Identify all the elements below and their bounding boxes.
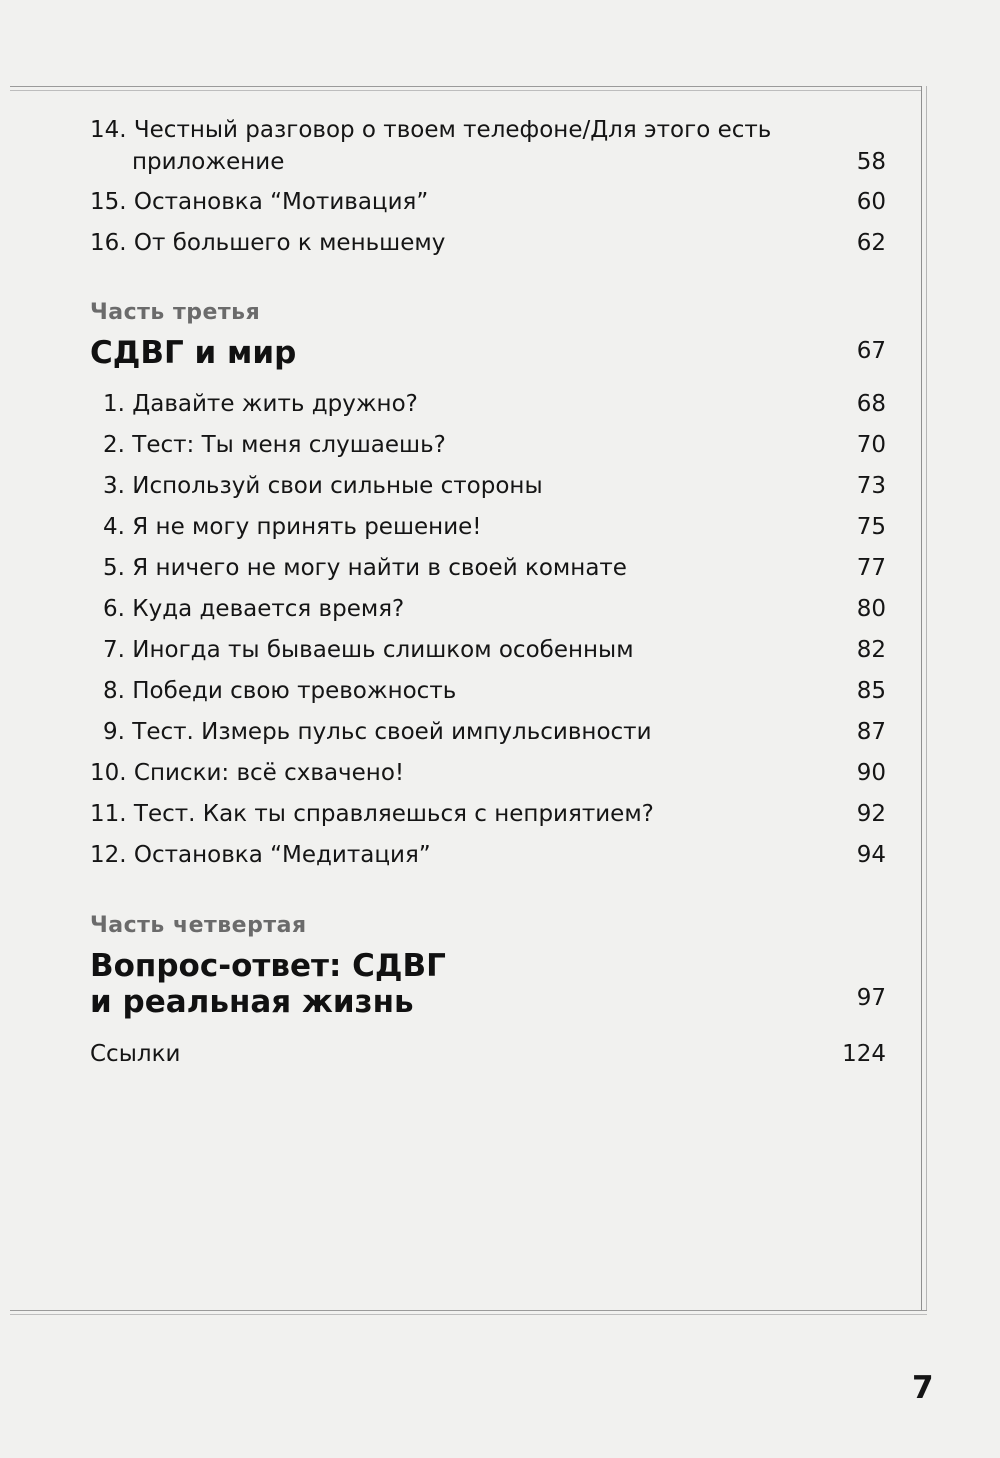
toc-entry[interactable]: [90, 388, 886, 420]
frame-top-line: [10, 86, 922, 87]
toc-entry-links[interactable]: [90, 1038, 886, 1070]
entry-title: Тест. Измерь пульс своей импульсивности: [132, 719, 652, 745]
entry-title: Победи свою тревожность: [132, 678, 457, 704]
toc-entry[interactable]: [90, 470, 886, 502]
entry-title: Куда девается время?: [132, 596, 405, 622]
entry-title: Тест: Ты меня слушаешь?: [132, 432, 446, 458]
entry-number: 15.: [90, 189, 127, 215]
entry-page: 62: [856, 230, 886, 256]
entry-number: 14.: [90, 117, 127, 143]
entry-page: 82: [856, 637, 886, 663]
entry-number: 8.: [103, 678, 125, 704]
links-title: Ссылки: [90, 1041, 181, 1067]
entry-page: 70: [856, 432, 886, 458]
entry-title: Я ничего не могу найти в своей комнате: [132, 555, 627, 581]
toc-entry[interactable]: [90, 839, 886, 871]
toc-entry[interactable]: [90, 716, 886, 748]
entry-page: 60: [856, 189, 886, 215]
entry-page: 87: [856, 719, 886, 745]
toc-entry[interactable]: [90, 798, 886, 830]
page-number: 7: [912, 1370, 934, 1406]
toc-entry[interactable]: [90, 511, 886, 543]
frame-bottom-line: [10, 1310, 927, 1311]
toc-entry-15[interactable]: [90, 186, 886, 218]
entry-number: 11.: [90, 801, 127, 827]
entry-number: 2.: [103, 432, 125, 458]
frame-bottom-line-inner: [10, 1314, 927, 1315]
entry-page: 68: [856, 391, 886, 417]
entry-title: Тест. Как ты справляешься с неприятием?: [133, 801, 654, 827]
entry-page: 85: [856, 678, 886, 704]
entry-title: Честный разговор о твоем телефоне/Для этого есть: [133, 117, 772, 143]
frame-top-line-inner: [10, 90, 922, 91]
entry-page: 80: [856, 596, 886, 622]
entry-number: 4.: [103, 514, 125, 540]
frame-right-line-outer: [926, 86, 927, 1311]
entry-number: 10.: [90, 760, 127, 786]
entry-number: 7.: [103, 637, 125, 663]
entry-page: 58: [856, 149, 886, 175]
entry-title: Списки: всё схвачено!: [133, 760, 405, 786]
entry-page: 73: [856, 473, 886, 499]
toc-entry[interactable]: [90, 675, 886, 707]
toc-entry-14[interactable]: [90, 114, 886, 178]
entry-number: 1.: [103, 391, 125, 417]
entry-title: Остановка “Мотивация”: [133, 189, 429, 215]
entry-page: 75: [856, 514, 886, 540]
toc-entry-16[interactable]: [90, 227, 886, 259]
entry-number: 12.: [90, 842, 127, 868]
entry-title: Используй свои сильные стороны: [132, 473, 543, 499]
entry-number: 5.: [103, 555, 125, 581]
entry-number: 3.: [103, 473, 125, 499]
part-four-title-line2[interactable]: и реальная жизнь: [90, 984, 414, 1020]
part-four-title-line1[interactable]: Вопрос-ответ: СДВГ: [90, 948, 446, 984]
toc-entry[interactable]: [90, 593, 886, 625]
part-four-label: Часть четвертая: [90, 913, 307, 938]
entry-title: Давайте жить дружно?: [132, 391, 418, 417]
toc-entry[interactable]: [90, 634, 886, 666]
entry-number: 16.: [90, 230, 127, 256]
entry-title-continued: приложение: [132, 149, 285, 175]
toc-entry[interactable]: [90, 429, 886, 461]
toc-entry[interactable]: [90, 552, 886, 584]
links-page: 124: [842, 1041, 886, 1067]
entry-number: 9.: [103, 719, 125, 745]
entry-title: Иногда ты бываешь слишком особенным: [132, 637, 634, 663]
entry-page: 92: [856, 801, 886, 827]
part-three-page: 67: [856, 338, 886, 364]
entry-page: 94: [856, 842, 886, 868]
toc-entry[interactable]: [90, 757, 886, 789]
entry-number: 6.: [103, 596, 125, 622]
entry-title: Остановка “Медитация”: [133, 842, 431, 868]
part-four-page: 97: [856, 985, 886, 1011]
frame-right-line: [921, 86, 922, 1311]
entry-page: 77: [856, 555, 886, 581]
entry-title: От большего к меньшему: [133, 230, 446, 256]
entry-page: 90: [856, 760, 886, 786]
part-three-label: Часть третья: [90, 300, 261, 325]
entry-title: Я не могу принять решение!: [132, 514, 482, 540]
part-three-title[interactable]: СДВГ и мир: [90, 335, 297, 371]
